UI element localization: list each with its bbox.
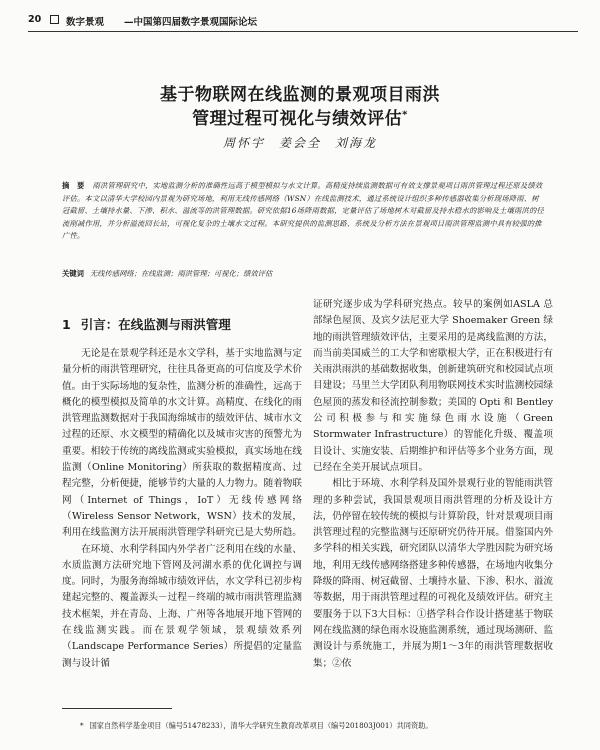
body-column-right (313, 297, 553, 672)
section-title: 引言：在线监测与雨洪管理 (80, 317, 231, 332)
footnote (80, 721, 433, 731)
keywords (62, 269, 544, 279)
keywords-text: 无线传感网络；在线监测；雨洪管理；可视化；绩效评估 (89, 269, 273, 278)
journal-name: 数字景观 (66, 17, 105, 28)
paragraph: 在环境、水利学科国内外学者广泛利用在线的水量、水质监测方法研究地下管网及河湖水系的优化调控与调度。同时，为服务海绵城市绩效评估，水文学科已初步构建起完整的、覆盖源头－过程－终端的城市雨洪管理监测技术框架，并在青岛、上海、广州等各地展开地下管网的在线监测实践。而在景观学领域，景观绩效系列（Landscape Performance Series）所提倡的定量监测与设计循 (62, 543, 302, 669)
paper-title-line-1: 基于物联网在线监测的景观项目雨洪 (160, 85, 440, 105)
abstract-text: 雨洪管理研究中，实地监测分析的准确性远高于模型模拟与水文计算。高精度持续监测数据可有效支撑景观项目雨洪管理过程还原及绩效评估。本文以清华大学校园内景观为研究场地，利用无线传感网络（WSN）在线监测技术，通过系统设计组织多种传感器收集分析现场降雨、树冠截留、土壤持水量、下渗、积水、溢流等的洪管理数据。研究依据16场降雨数据，定量评估了场地树木对截留及持水稳水的影响及土壤雨洪的径流削减作用，并分析溢流回长站，可视化复杂的土壤水文过程。本研究提供的监测思路、系统及分析方法在景观项目雨洪管理监测中具有较强的推广性。 (62, 181, 544, 241)
paragraph: 相比于环境、水利学科及国外景观行业的智能雨洪管理的多种尝试，我国景观项目雨洪管理的分析及设计方法，仍停留在较传统的模拟与计算阶段，针对景观项目雨洪管理过程的完整监测与还原研究仍待开展。借鉴国内外多学科的相关实践，研究团队以清华大学胜因院为研究场地，利用无线传感网络搭建多种传感器，在场地内收集分降级的降雨、树冠截留、土壤持水量、下渗、积水、溢流等数据，用于雨洪管理过程的可视化及绩效评估。研究主要服务于以下3大目标：①搭学科合作设计搭建基于物联网在线监测的绿色雨水设施监测系统，通过现场测研、监测设计与系统施工，并展为期1～3年的雨洪管理数据收集；②依 (313, 478, 553, 669)
footnote-text: 国家自然科学基金项目（编号51478233），清华大学研究生教育改革项目（编号201803J001）共同资助。 (89, 721, 433, 730)
footnote-mark: * (80, 721, 84, 730)
page-number: 20 (28, 14, 42, 25)
paragraph: 无论是在景观学科还是水文学科，基于实地监测与定量分析的雨洪管理研究，往往具备更高的可信度及学术价值。由于实际场地的复杂性，监测分析的准确性，远高于概化的模型模拟及简单的水文计算。高精度、在线化的雨洪管理监测数据对于我国海绵城市的绩效评估、城市水文过程的还原、水文模型的精确化以及城市灾害的预警尤为重要。相较于传统的离线监测或实验模拟，真实场地在线监测（Online Monitoring）所获取的数据精度高、过程完整，分析便捷，能够节约大量的人力物力。随着物联网（Internet of Things，IoT）无线传感网络（Wireless Sensor Network，WSN）技术的发展，利用在线监测方法开展雨洪管理学科研究已是大势所趋。 (62, 348, 302, 539)
abstract-label: 摘 要 (62, 181, 85, 190)
footnote-divider (62, 708, 172, 709)
paper-title-line-2-text: 管理过程可视化与绩效评估 (192, 109, 403, 129)
abstract (62, 180, 544, 243)
paragraph: 证研究逐步成为学科研究热点。较早的案例如ASLA 总部绿色屋顶、及宾夕法尼亚大学 Shoemaker Green 绿地的雨洪管理绩效评估，主要采用的是离线监测的方法，而当前美国威兰的工大学和密歇根大学，正在积极进行有关雨洪雨洪的基础数据收集，创新建筑研究和校园试点项目建设；马里兰大学团队利用物联网技术实时监测校园绿色屋顶的蒸发和径流控制参数；美国的 Opti 和 Bentley 公司积极参与和实施绿色雨水设施（Green Stormwater Infrastructure）的智能化升级、覆盖项目设计、实施安装、后期维护和评估等多个业务方面，现已经在全美开展试点项目。 (313, 299, 553, 473)
running-header (28, 14, 578, 30)
paper-title-line-2 (60, 104, 540, 129)
title-footnote-mark: * (402, 109, 408, 121)
keywords-label: 关键词 (62, 269, 84, 278)
header-box-icon (50, 15, 59, 24)
conference-name: —中国第四届数字景观国际论坛 (124, 17, 258, 28)
author-list: 周怀宇 姜会全 刘海龙 (222, 136, 377, 150)
header-divider (28, 31, 578, 32)
section-number: 1 (62, 317, 71, 332)
body-column-left (62, 346, 302, 672)
section-heading (62, 315, 231, 333)
